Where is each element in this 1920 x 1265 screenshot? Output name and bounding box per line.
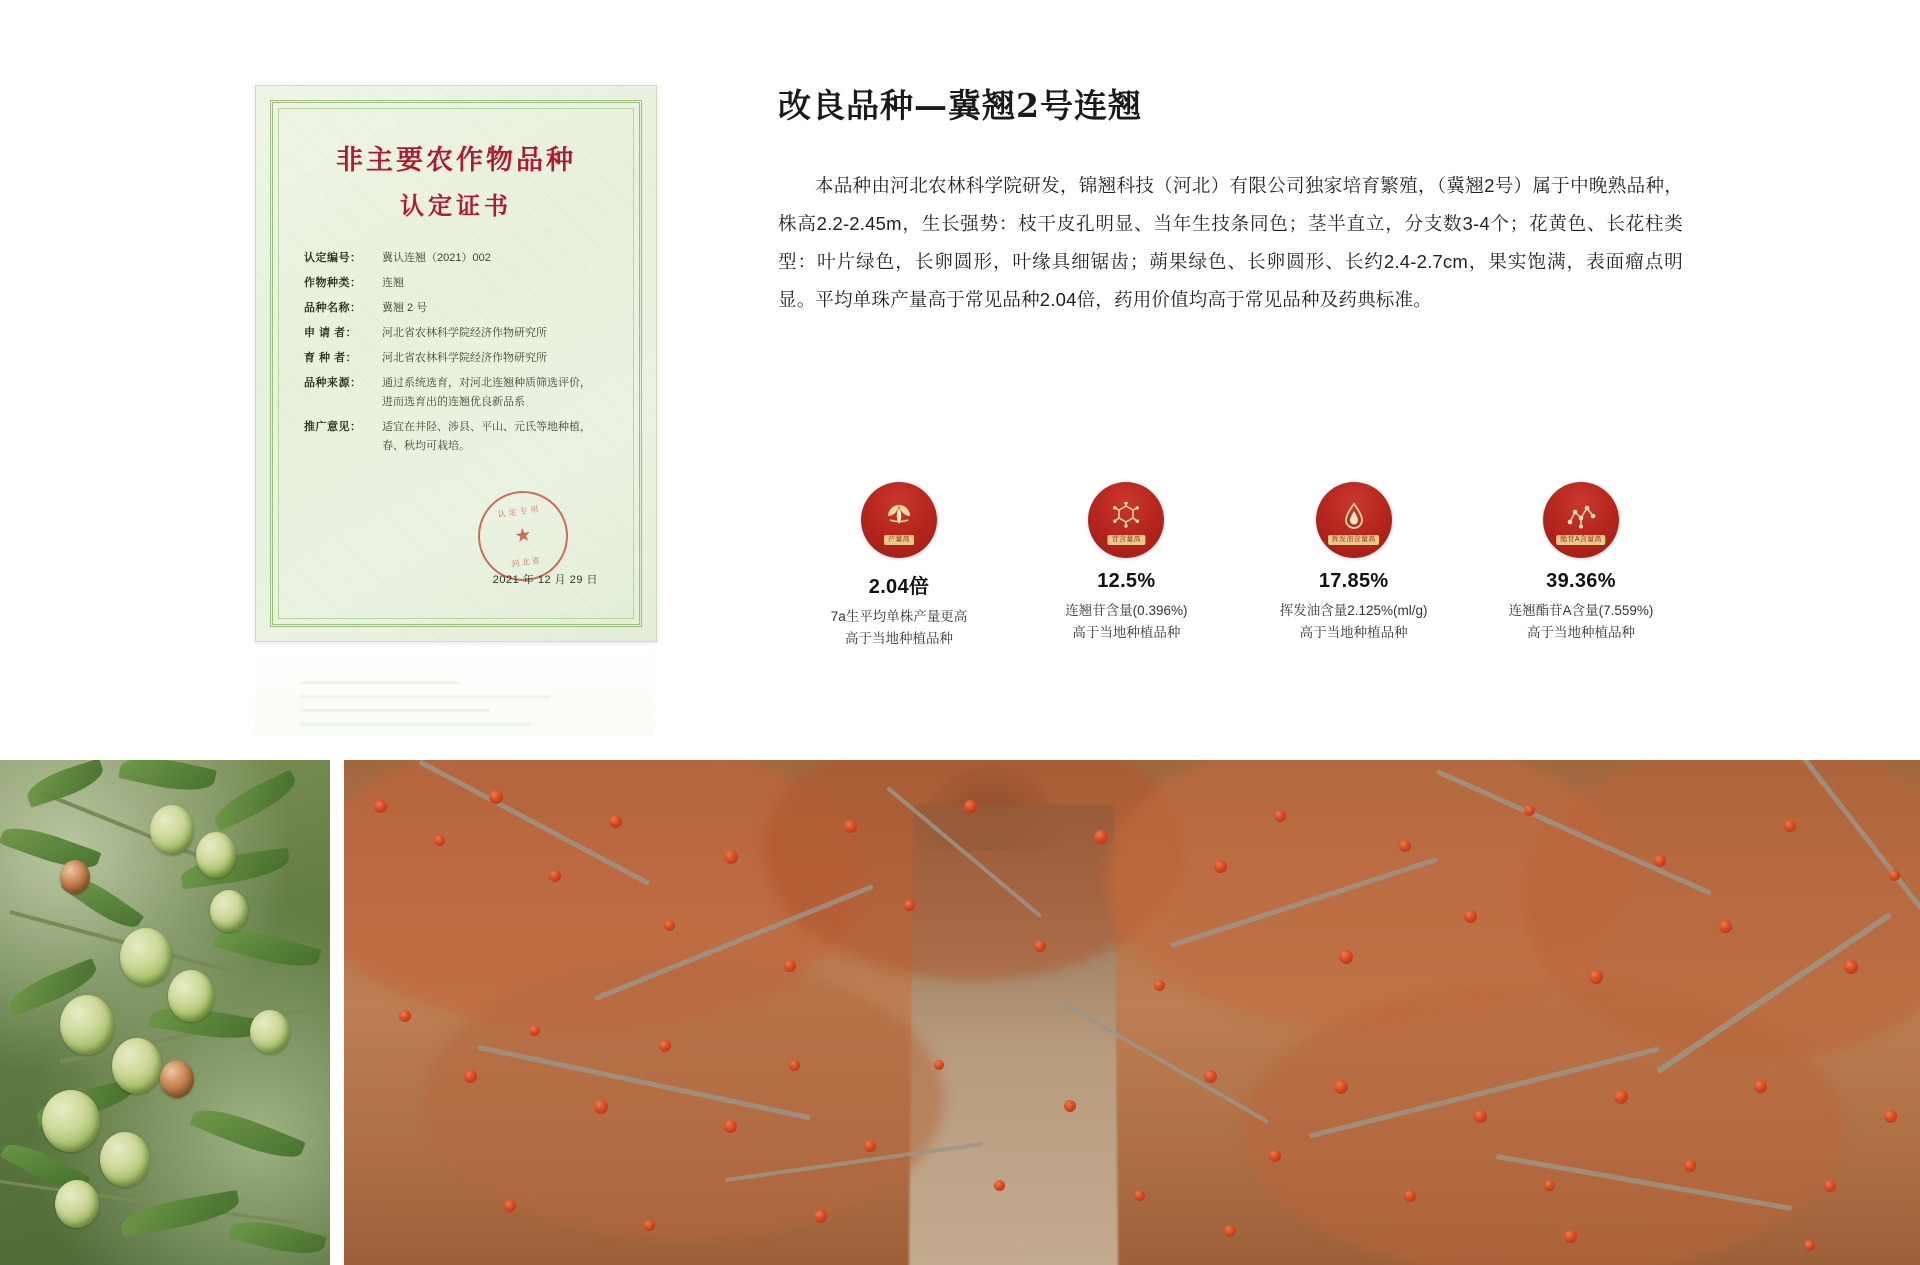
field-label: 品种来源： (304, 376, 362, 389)
certificate-field-row (304, 420, 616, 455)
article-paragraph: 本品种由河北农林科学院研发，锦翘科技（河北）有限公司独家培育繁殖，（冀翘2号）属于中晚熟品种，株高2.2-2.45m，生长强势：枝干皮孔明显、当年生技条同色；茎半直立，分支数3-4个；花黄色、长花柱类型：叶片绿色，长卵圆形，叶缘具细锯齿；蒴果绿色、长卵圆形、长约2.4-2.7cm，果实饱满，表面瘤点明显。平均单珠产量高于常见品种2.04倍，药用价值均高于常见品种及药典标准。 (778, 175, 1683, 310)
photo-row (0, 760, 1920, 1265)
stat-item-ester-glycoside-a (1472, 482, 1690, 650)
certificate-date: 2021 年 12 月 29 日 (492, 574, 598, 586)
stat-value: 39.36% (1546, 570, 1616, 592)
stat-item-glycoside (1017, 482, 1235, 650)
field-label: 品种名称： (304, 301, 362, 314)
seal-bottom-text: 河北省 (511, 555, 543, 569)
field-value: 冀翘 2 号 (382, 301, 428, 314)
field-value-line2: 春、秋均可栽培。 (382, 439, 470, 452)
certificate-title-line2: 认定证书 (400, 191, 512, 220)
field-value: 河北省农林科学院经济作物研究所 (382, 351, 547, 364)
orchard-ripe-fruit-photo (344, 760, 1920, 1265)
stat-badge (1088, 482, 1164, 558)
field-value-line2: 进而选育出的连翘优良新品系 (382, 395, 525, 408)
stat-desc-line2: 高于当地种植品种 (1072, 624, 1181, 640)
field-label: 作物种类： (304, 276, 362, 289)
stat-value: 12.5% (1097, 570, 1156, 592)
seal-top-text: 认定专用 (497, 504, 543, 520)
field-value-line1: 适宜在井陉、涉县、平山、元氏等地种植， (382, 420, 591, 433)
stats-row (790, 482, 1690, 650)
certificate-field-row (304, 301, 616, 317)
stat-desc-line2: 高于当地种植品种 (1299, 624, 1408, 640)
stat-item-volatile-oil (1245, 482, 1463, 650)
field-label: 认定编号： (304, 252, 362, 264)
molecule-glycoside-icon (1111, 502, 1141, 530)
green-fruit-branch-photo (0, 760, 330, 1265)
badge-tag-label: 产量高 (884, 535, 914, 545)
field-value (382, 420, 616, 455)
certificate-block (255, 85, 655, 642)
badge-tag-label: 苷含量高 (1108, 535, 1145, 545)
field-value: 连翘 (382, 276, 404, 289)
star-icon: ★ (513, 524, 533, 548)
certificate-field-row (304, 376, 616, 411)
stat-value: 17.85% (1318, 570, 1389, 592)
field-value: 河北省农林科学院经济作物研究所 (382, 326, 547, 339)
stat-desc-line2: 高于当地种植品种 (845, 630, 953, 646)
badge-tag-label: 酯苷A含量高 (1556, 535, 1605, 545)
certificate-image (255, 85, 657, 642)
certificate-reflection (255, 641, 655, 736)
field-label: 育 种 者： (304, 351, 358, 364)
field-value-line1: 通过系统选育，对河北连翘种质筛选评价， (382, 376, 591, 389)
molecule-chain-icon (1565, 502, 1597, 530)
field-value (382, 376, 616, 411)
badge-tag-label: 挥发油含量高 (1328, 535, 1380, 545)
stat-badge (1543, 482, 1619, 558)
certificate-field-row (304, 326, 616, 342)
stat-desc-line1: 连翘酯苷A含量(7.559%) (1508, 603, 1654, 618)
stat-desc-line1: 7a生平均单株产量更高 (830, 609, 968, 624)
field-label: 推广意见： (304, 420, 362, 433)
stat-badge (1316, 482, 1392, 558)
certificate-fields (304, 251, 616, 463)
stat-desc-line1: 挥发油含量2.125%(ml/g) (1279, 603, 1428, 618)
stat-badge (861, 482, 937, 558)
certificate-field-row (304, 251, 616, 267)
field-label: 申 请 者： (304, 326, 358, 339)
oil-droplet-icon (1342, 502, 1366, 532)
leaf-yield-icon (884, 502, 914, 528)
certificate-field-row (304, 276, 616, 292)
stat-desc-line2: 高于当地种植品种 (1526, 624, 1635, 640)
certificate-title-line1: 非主要农作物品种 (336, 145, 576, 176)
page-title: 改良品种—冀翘2号连翘 (778, 86, 1142, 125)
article-column (778, 80, 1683, 319)
stat-desc-line1: 连翘苷含量(0.396%) (1065, 603, 1188, 618)
certificate-field-row (304, 351, 616, 367)
field-value: 冀认连翘（2021）002 (382, 252, 491, 264)
stat-item-yield (790, 482, 1008, 650)
stat-value: 2.04倍 (868, 576, 930, 598)
